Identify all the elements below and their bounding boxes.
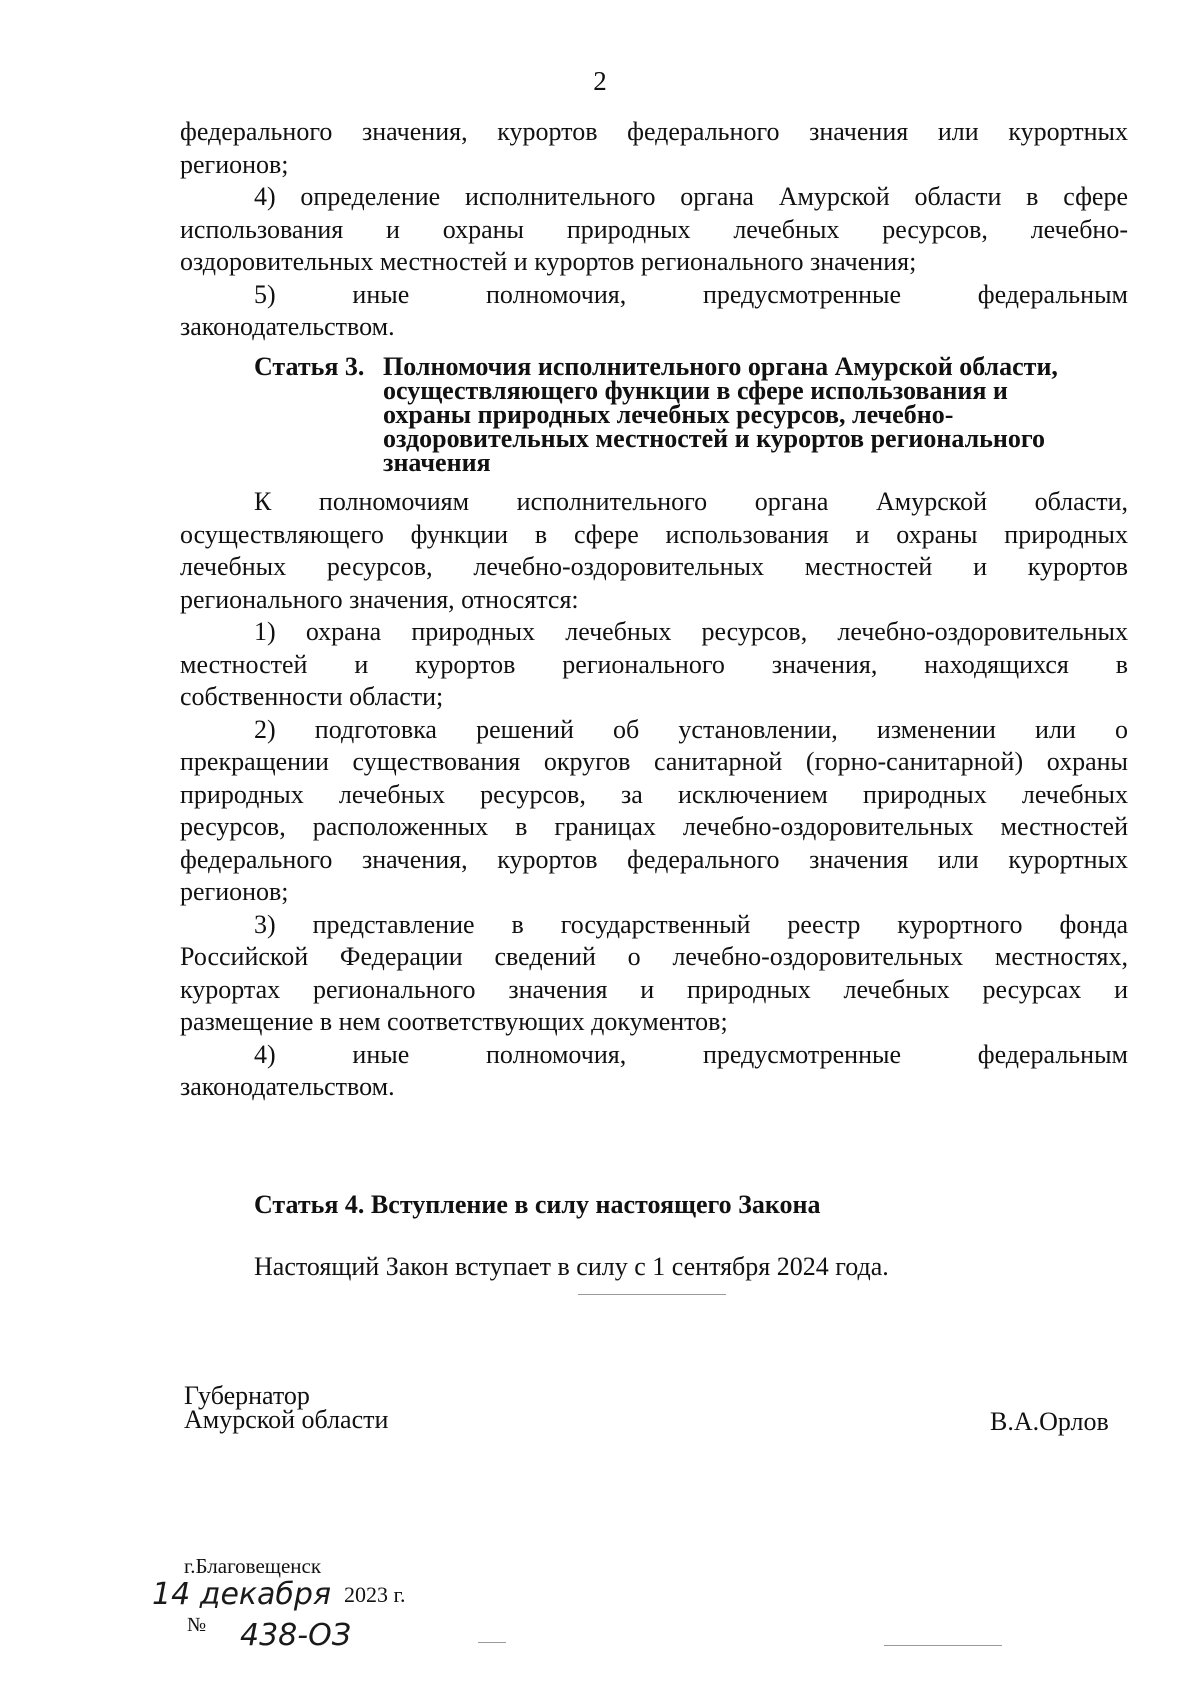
handwritten-law-number: 438-ОЗ: [240, 1618, 351, 1653]
article-3-title-line: осуществляющего функции в сфере использования и: [383, 376, 1008, 405]
text-line: 5) иные полномочия, предусмотренные федеральным: [254, 279, 1128, 309]
article-3-heading: [254, 352, 1128, 477]
text-line: лечебных ресурсов, лечебно-оздоровительных местностей и курортов: [180, 552, 1128, 581]
text-line: ресурсов, расположенных в границах лечебно-оздоровительных местностей: [180, 812, 1128, 841]
number-sign: №: [187, 1614, 207, 1636]
text-line: оздоровительных местностей и курортов регионального значения;: [180, 247, 917, 276]
article-4-heading: Статья 4. Вступление в силу настоящего Закона: [254, 1190, 821, 1219]
text-line: законодательством.: [180, 1072, 395, 1101]
article-3-title-line: значения: [383, 448, 491, 477]
text-line: К полномочиям исполнительного органа Амурской области,: [254, 487, 1128, 516]
text-line: прекращении существования округов санитарной (горно-санитарной) охраны: [180, 747, 1128, 776]
signatory-name: В.А.Орлов: [990, 1407, 1109, 1436]
continued-list-fragment: [180, 116, 1128, 344]
scan-mark: [884, 1645, 1002, 1646]
text-line: 1) охрана природных лечебных ресурсов, лечебно-оздоровительных: [254, 617, 1128, 646]
signatory-role: [184, 1381, 389, 1434]
page-number: 2: [593, 66, 607, 96]
text-line: федерального значения, курортов федерального значения или курортных: [180, 117, 1128, 146]
text-line: 3) представление в государственный реестр курортного фонда: [254, 909, 1128, 939]
place-of-signing: г.Благовещенск: [184, 1554, 322, 1578]
text-line: 4) определение исполнительного органа Амурской области в сфере: [254, 182, 1128, 211]
text-line: регионов;: [180, 877, 289, 906]
text-line: собственности области;: [180, 682, 444, 711]
text-line: федерального значения, курортов федерального значения или курортных: [180, 844, 1128, 874]
scan-mark: [478, 1642, 506, 1643]
year: 2023 г.: [344, 1582, 406, 1607]
text-line: регионального значения, относятся:: [180, 584, 579, 614]
text-line: природных лечебных ресурсов, за исключением природных лечебных: [180, 779, 1128, 809]
article-4-text: Настоящий Закон вступает в силу с 1 сентября 2024 года.: [254, 1252, 889, 1281]
text-line: законодательством.: [180, 312, 395, 341]
article-3-title-line: Полномочия исполнительного органа Амурской области,: [383, 352, 1058, 381]
article-3-title-line: охраны природных лечебных ресурсов, лечебно-: [383, 400, 954, 429]
text-line: 2) подготовка решений об установлении, изменении или о: [254, 714, 1128, 744]
text-line: курортах регионального значения и природных лечебных ресурсах и: [180, 974, 1128, 1004]
text-line: регионов;: [180, 149, 289, 179]
text-line: использования и охраны природных лечебных ресурсов, лечебно-: [180, 214, 1128, 244]
text-line: местностей и курортов регионального значения, находящихся в: [180, 649, 1128, 679]
article-3-title-line: оздоровительных местностей и курортов регионального: [383, 424, 1046, 453]
text-line: размещение в нем соответствующих документов;: [180, 1007, 728, 1036]
text-line: Российской Федерации сведений о лечебно-оздоровительных местностях,: [180, 942, 1128, 971]
text-line: осуществляющего функции в сфере использования и охраны природных: [180, 519, 1128, 549]
signatory-role-line-2: Амурской области: [184, 1405, 389, 1434]
article-3-title: [254, 352, 1128, 477]
article-3-body: [180, 486, 1128, 1104]
scan-mark: [578, 1294, 726, 1295]
text-line: 4) иные полномочия, предусмотренные федеральным: [254, 1039, 1128, 1069]
article-3-label: Статья 3.: [254, 352, 365, 381]
handwritten-date: 14 декабря: [152, 1577, 332, 1612]
signatory-role-line-1: Губернатор: [184, 1381, 310, 1410]
